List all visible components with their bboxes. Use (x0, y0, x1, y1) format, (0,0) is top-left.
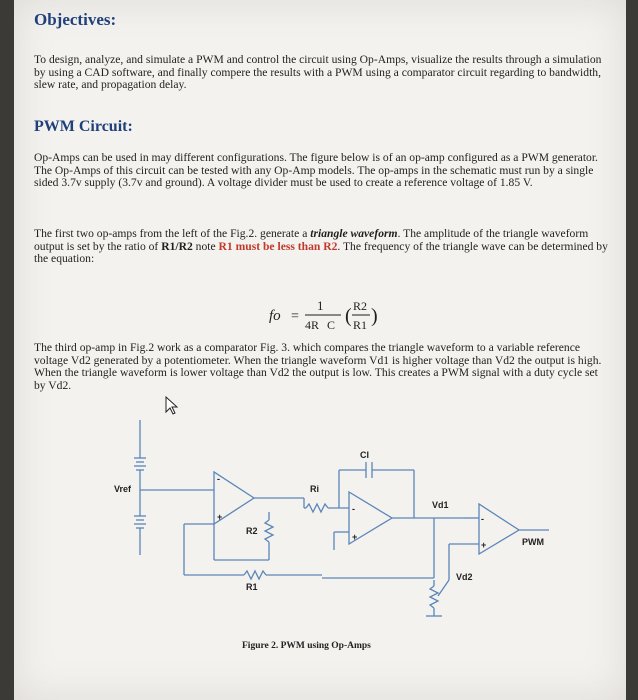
eq-lhs: fo (269, 308, 281, 324)
ratio-text: R1/R2 (161, 239, 193, 253)
triangle-paragraph (34, 228, 610, 266)
triangle-text-c: note (192, 239, 219, 253)
objectives-paragraph: To design, analyze, and simulate a PWM and control the circuit using Op-Amps, visualize the results through a simulation by using a CAD software, and finally compere the results with a PWM using a comparator circuit regarding to bandwidth, slew rate, and propagation delay. (34, 53, 602, 92)
objectives-heading: Objectives: (34, 10, 117, 29)
frequency-equation (269, 292, 409, 336)
label-ri: Ri (310, 484, 319, 494)
triangle-text-d: . The frequency of the triangle wave can be determined by the equation: (34, 239, 608, 266)
comparator-paragraph: The third op-amp in Fig.2 work as a comparator Fig. 3. which compares the triangle waveform to a variable reference voltage Vd2 generated by a potentiometer. When the triangle waveform Vd1 is higher voltage than Vd2 the output is high. When the triangle waveform is lower voltage than Vd2 the output is low. This creates a PWM signal with a duty cycle set by Vd2. (34, 341, 602, 392)
label-vd2: Vd2 (456, 572, 473, 582)
label-vref: Vref (114, 484, 132, 494)
warning-text: R1 must be less than R2 (218, 239, 338, 253)
label-r1: R1 (246, 582, 258, 592)
pwm-circuit-diagram (94, 420, 554, 640)
opamp3-plus: + (481, 540, 487, 550)
svg-text:): ) (371, 305, 378, 327)
eq-ratio-num: R2 (353, 299, 368, 313)
pwm-circuit-heading: PWM Circuit: (34, 118, 133, 135)
opamp2-minus: - (352, 504, 355, 514)
label-vd1: Vd1 (432, 500, 449, 510)
eq-numerator: 1 (317, 298, 324, 313)
triangle-text-a: The first two op-amps from the left of the Fig.2. generate a (34, 227, 311, 240)
label-pwm: PWM (522, 537, 544, 547)
eq-denominator-c: C (327, 318, 336, 332)
triangle-emphasis: triangle waveform (310, 227, 398, 240)
label-ci: CI (360, 450, 369, 460)
label-r2: R2 (246, 526, 258, 536)
eq-ratio-den: R1 (353, 318, 368, 332)
document-page (14, 0, 626, 700)
opamp3-minus: - (481, 514, 484, 524)
eq-equals: = (291, 309, 299, 324)
opamp2-plus: + (352, 532, 358, 542)
svg-text:(: ( (345, 305, 352, 327)
pwm-intro-paragraph: Op-Amps can be used in may different configurations. The figure below is of an op-amp configured as a PWM generator. The Op-Amps of this circuit can be tested with any Op-Amp models. The op-amps in the schematic must run by a single sided 3.7v supply (3.7v and ground). A voltage divider must be used to create a reference voltage of 1.85 V. (34, 151, 598, 190)
opamp1-minus: - (217, 474, 220, 484)
eq-denominator: 4R (305, 318, 320, 332)
triangle-text-b: . The amplitude of the triangle waveform output is set by the ratio of (34, 227, 589, 253)
opamp1-plus: + (217, 512, 223, 522)
mouse-pointer-icon (164, 396, 178, 416)
figure-caption: Figure 2. PWM using Op-Amps (242, 641, 371, 651)
